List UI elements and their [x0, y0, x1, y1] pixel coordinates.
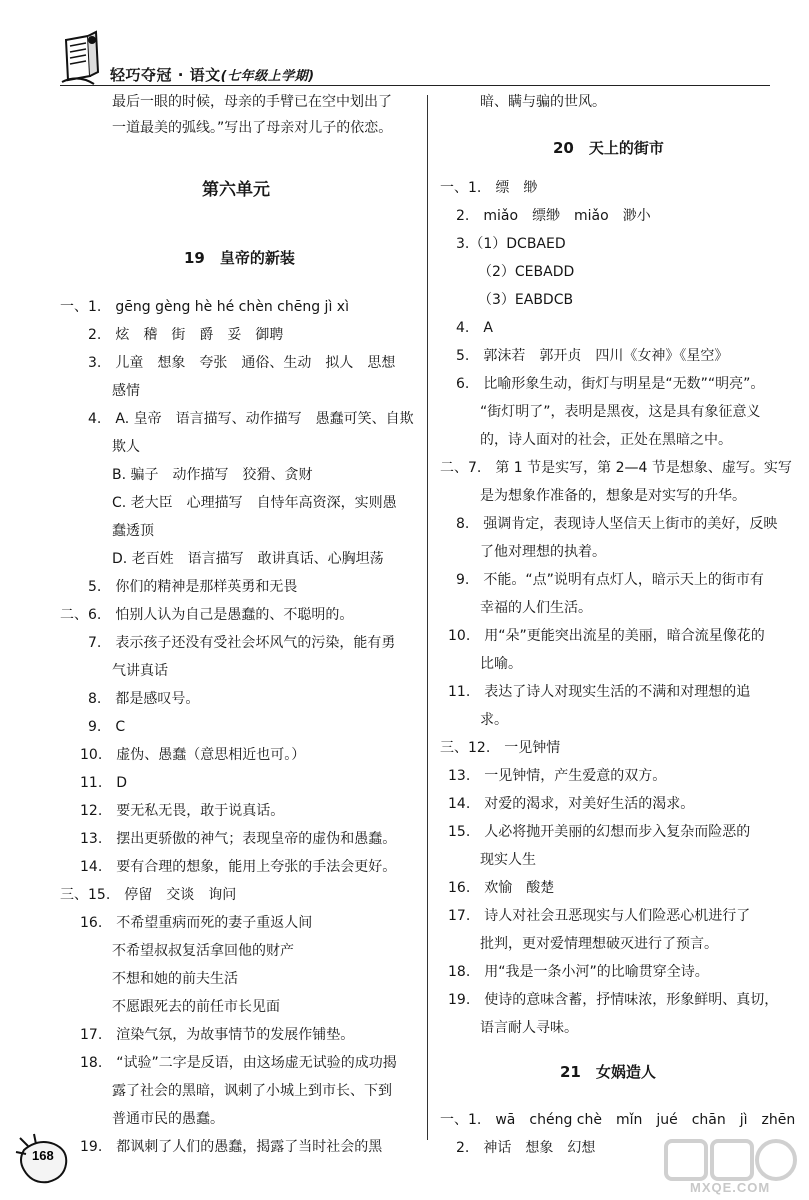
left-line: 感情	[112, 383, 140, 399]
left-line: 三、15. 停留 交谈 询问	[60, 887, 237, 903]
right-line: 6. 比喻形象生动，街灯与明星是“无数”“明亮”。	[456, 376, 765, 392]
left-line: 不想和她的前夫生活	[112, 971, 238, 987]
right-line: 10. 用“朵”更能突出流星的美丽，暗合流星像花的	[448, 628, 765, 644]
column-divider	[427, 95, 428, 1140]
left-line: 9. C	[88, 719, 126, 735]
right-line: 一、1. 缥 缈	[440, 180, 538, 196]
right-line: （3）EABDCB	[478, 292, 574, 308]
right-line: 语言耐人寻味。	[480, 1020, 578, 1036]
right-line: 比喻。	[480, 656, 522, 672]
right-line: 幸福的人们生活。	[480, 600, 592, 616]
right-line: 5. 郭沫若 郭开贞 四川《女神》《星空》	[456, 348, 729, 364]
right-line: “街灯明了”，表明是黑夜，这是具有象征意义	[480, 404, 761, 420]
right-line: 14. 对爱的渴求，对美好生活的渴求。	[448, 796, 695, 812]
left-line: 18. “试验”二字是反语，由这场虚无试验的成功揭	[80, 1055, 397, 1071]
left-line: 11. D	[80, 775, 128, 791]
right-line: 11. 表达了诗人对现实生活的不满和对理想的追	[448, 684, 751, 700]
left-line: 露了社会的黑暗，讽刺了小城上到市长、下到	[112, 1083, 392, 1099]
left-line: 8. 都是感叹号。	[88, 691, 200, 707]
left-line: 14. 要有合理的想象，能用上夸张的手法会更好。	[80, 859, 397, 875]
left-line: 不愿跟死去的前任市长见面	[112, 999, 280, 1015]
header-title: 轻巧夺冠 · 语文(七年级上学期)	[110, 66, 315, 84]
right-line: 求。	[480, 712, 508, 728]
left-line: 不希望叔叔复活拿回他的财产	[112, 943, 294, 959]
left-line: 2. 炫 稽 街 爵 妥 御聘	[88, 327, 284, 343]
right-line: 18. 用“我是一条小河”的比喻贯穿全诗。	[448, 964, 709, 980]
right-line: 17. 诗人对社会丑恶现实与人们险恶心机进行了	[448, 908, 751, 924]
left-line: B. 骗子 动作描写 狡猾、贪财	[112, 467, 313, 483]
left-line: 气讲真话	[112, 663, 168, 679]
right-line: 暗、瞒与骗的世风。	[480, 94, 606, 110]
right-line: 现实人生	[480, 852, 536, 868]
right-line: 2. 神话 想象 幻想	[456, 1140, 596, 1156]
left-line: 7. 表示孩子还没有受社会坏风气的污染，能有勇	[88, 635, 396, 651]
right-line: 二、7. 第 1 节是实写，第 2—4 节是想象、虚写。实写	[440, 460, 792, 476]
left-line: 二、6. 怕别人认为自己是愚蠢的、不聪明的。	[60, 607, 354, 623]
right-line: 了他对理想的执着。	[480, 544, 606, 560]
left-line: 5. 你们的精神是那样英勇和无畏	[88, 579, 298, 595]
right-line: 15. 人必将抛开美丽的幻想而步入复杂而险恶的	[448, 824, 751, 840]
section-heading: 21 女娲造人	[560, 1063, 656, 1081]
right-line: 13. 一见钟情，产生爱意的双方。	[448, 768, 667, 784]
page-number: 168	[32, 1148, 54, 1163]
left-line: 16. 不希望重病而死的妻子重返人间	[80, 915, 313, 931]
left-line: 3. 儿童 想象 夸张 通俗、生动 拟人 思想	[88, 355, 396, 371]
right-line: 批判，更对爱情理想破灭进行了预言。	[480, 936, 718, 952]
right-line: 三、12. 一见钟情	[440, 740, 561, 756]
left-line: 一、1. gēng gèng hè hé chèn chēng jì xì	[60, 299, 349, 315]
right-line: 8. 强调肯定，表现诗人坚信天上街市的美好，反映	[456, 516, 778, 532]
right-line: 的，诗人面对的社会，正处在黑暗之中。	[480, 432, 732, 448]
left-line: 最后一眼的时候，母亲的手臂已在空中划出了	[112, 94, 392, 110]
header-rule	[60, 85, 770, 86]
book-mascot-icon	[58, 30, 102, 86]
left-line: 17. 渲染气氛，为故事情节的发展作铺垫。	[80, 1027, 355, 1043]
right-line: 16. 欢愉 酸楚	[448, 880, 555, 896]
right-line: 一、1. wā chéng chè mǐn jué chān jì zhēn	[440, 1112, 796, 1128]
left-line: C. 老大臣 心理描写 自恃年高资深，实则愚	[112, 495, 397, 511]
right-line: 9. 不能。“点”说明有点灯人，暗示天上的街市有	[456, 572, 764, 588]
right-line: （2）CEBADD	[478, 264, 575, 280]
left-line: 4. A. 皇帝 语言描写、动作描写 愚蠢可笑、自欺	[88, 411, 414, 427]
section-heading: 19 皇帝的新装	[184, 249, 295, 267]
right-line: 2. miǎo 缥缈 miǎo 渺小	[456, 208, 651, 224]
left-line: 蠢透顶	[112, 523, 154, 539]
left-line: 19. 都讽刺了人们的愚蠢，揭露了当时社会的黑	[80, 1139, 383, 1155]
left-line: 10. 虚伪、愚蠢（意思相近也可。）	[80, 747, 306, 763]
left-line: 欺人	[112, 439, 140, 455]
left-line: 12. 要无私无畏，敢于说真话。	[80, 803, 285, 819]
watermark-text: MXQE.COM	[690, 1180, 771, 1195]
left-line: 普通市民的愚蠢。	[112, 1111, 224, 1127]
right-line: 4. A	[456, 320, 493, 336]
right-line: 3.（1）DCBAED	[456, 236, 566, 252]
right-line: 是为想象作准备的，想象是对实写的升华。	[480, 488, 746, 504]
left-line: D. 老百姓 语言描写 敢讲真话、心胸坦荡	[112, 551, 384, 567]
section-heading: 20 天上的街市	[553, 139, 664, 157]
left-line: 一道最美的弧线。”写出了母亲对儿子的依恋。	[112, 120, 393, 136]
left-line: 13. 摆出更骄傲的神气；表现皇帝的虚伪和愚蠢。	[80, 831, 397, 847]
page-header	[52, 28, 432, 90]
unit-title: 第六单元	[202, 180, 270, 200]
right-line: 19. 使诗的意味含蓄，抒情味浓，形象鲜明、真切，	[448, 992, 779, 1008]
